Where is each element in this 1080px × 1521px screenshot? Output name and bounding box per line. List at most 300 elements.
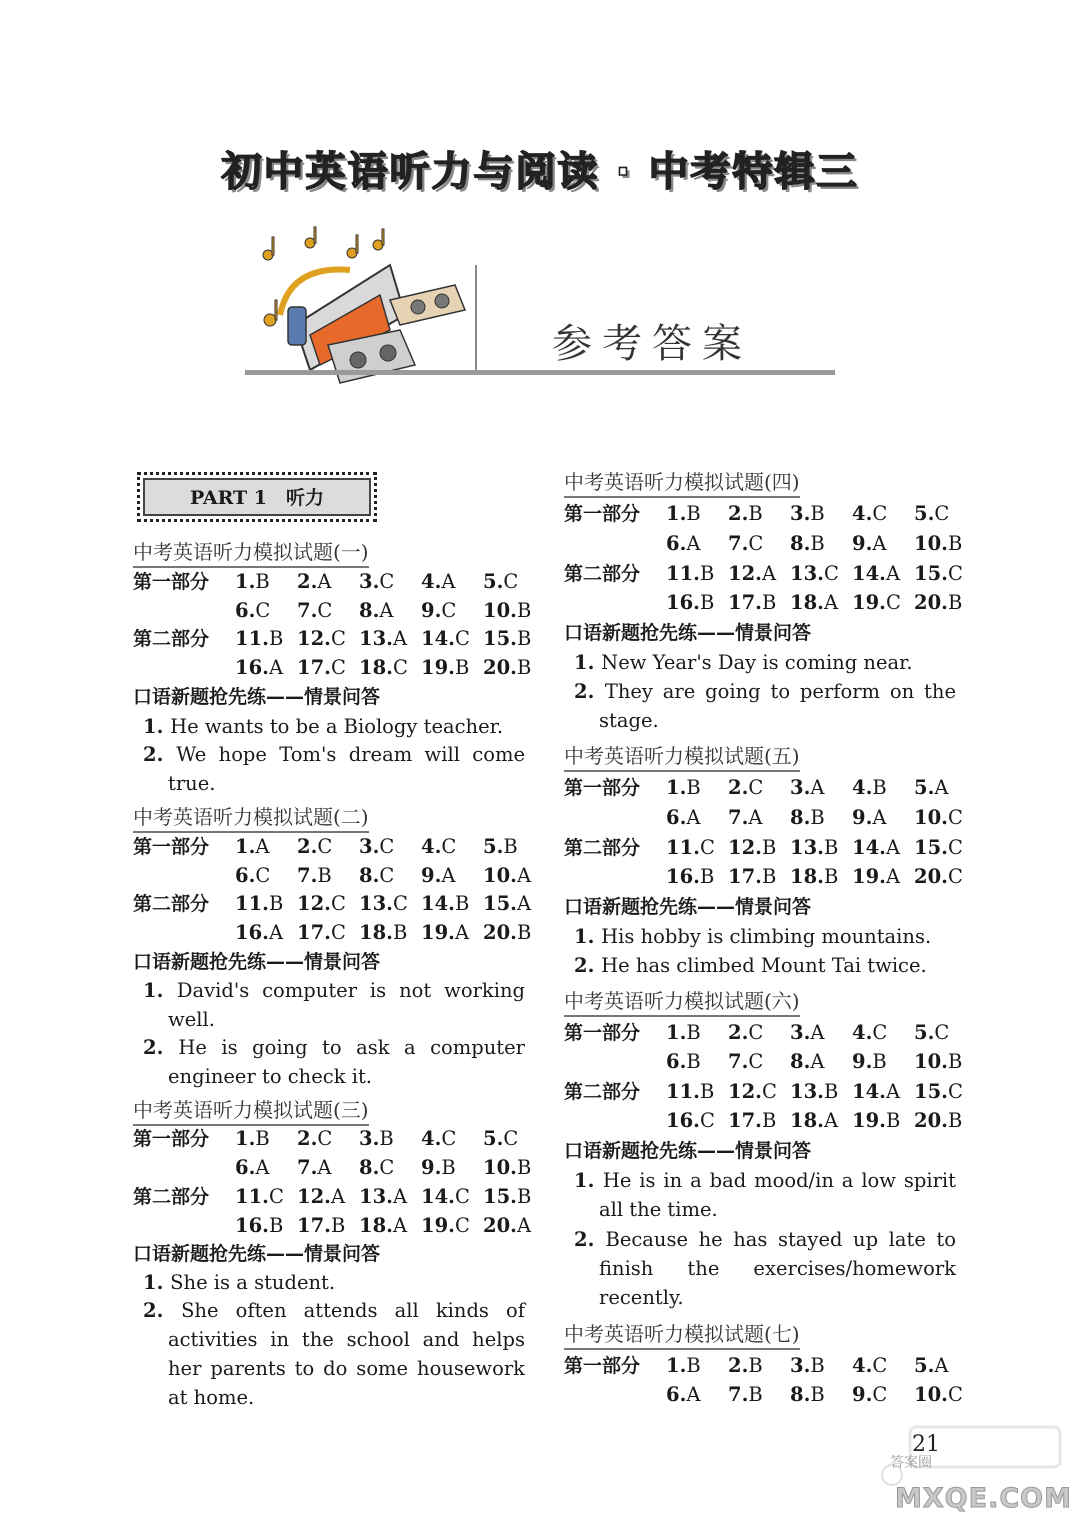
answer-item [790, 591, 852, 614]
question-number: 2. [297, 835, 318, 858]
answer-item [728, 502, 790, 525]
answer-item [359, 892, 421, 915]
answer-choice: B [810, 502, 825, 525]
answer-choice: C [317, 599, 333, 622]
answer-choice: A [317, 1156, 332, 1179]
oral-answer-number: 2. [143, 1036, 179, 1059]
question-number: 2. [728, 776, 749, 799]
question-number: 7. [297, 1156, 318, 1179]
answer-item [666, 806, 728, 829]
answer-choice: B [268, 627, 284, 650]
question-number: 7. [728, 1050, 749, 1073]
question-number: 11. [666, 836, 700, 859]
oral-answer [574, 1225, 956, 1312]
answer-item [666, 562, 728, 585]
answer-key-title: 参考答案 [552, 321, 752, 367]
answer-choice: C [454, 1214, 470, 1237]
question-number: 16. [235, 921, 269, 944]
question-number: 4. [421, 1127, 442, 1150]
answer-choice: A [823, 1109, 839, 1132]
question-number: 12. [297, 627, 331, 650]
answer-item [728, 1050, 790, 1073]
answer-choice: B [379, 1127, 394, 1150]
answer-item [914, 1109, 976, 1132]
answer-item [728, 806, 790, 829]
question-number: 16. [235, 656, 269, 679]
question-number: 3. [790, 776, 811, 799]
oral-answer [574, 1166, 956, 1224]
question-number: 13. [359, 892, 393, 915]
answer-item [483, 864, 545, 887]
answer-choice: A [268, 656, 284, 679]
answer-choice: B [823, 865, 839, 888]
answer-item [790, 1383, 852, 1406]
answer-row [564, 803, 976, 830]
answer-choice: A [934, 776, 949, 799]
answer-item [790, 562, 852, 585]
answer-choice: C [454, 627, 470, 650]
question-number: 5. [483, 1127, 504, 1150]
answer-choice: C [947, 806, 963, 829]
question-number: 1. [666, 1354, 687, 1377]
answer-item [790, 806, 852, 829]
answer-choice: B [748, 1383, 763, 1406]
answer-item [728, 1021, 790, 1044]
answer-choice: C [699, 836, 715, 859]
answer-choice: A [885, 562, 901, 585]
answer-choice: B [454, 892, 470, 915]
answer-item [235, 627, 297, 650]
answer-choice: B [268, 892, 284, 915]
question-number: 3. [359, 1127, 380, 1150]
oral-answer-number: 1. [143, 715, 171, 738]
answer-choice: B [503, 835, 518, 858]
question-number: 15. [483, 627, 517, 650]
section-label: 第二部分 [564, 1081, 641, 1103]
answer-item [914, 562, 976, 585]
answer-item [297, 599, 359, 622]
answer-row [133, 653, 545, 680]
answer-item [359, 1214, 421, 1237]
answer-choice: C [454, 1185, 470, 1208]
answer-choice: A [268, 921, 284, 944]
oral-answer-number: 1. [143, 979, 177, 1002]
answer-row [133, 861, 545, 888]
question-number: 12. [728, 836, 762, 859]
answer-choice: A [392, 627, 408, 650]
question-number: 16. [666, 865, 700, 888]
question-number: 2. [297, 1127, 318, 1150]
answer-choice: C [699, 1109, 715, 1132]
question-number: 19. [421, 1214, 455, 1237]
question-number: 19. [421, 921, 455, 944]
question-number: 3. [359, 835, 380, 858]
answer-item [914, 1080, 976, 1103]
oral-answer-text: She often attends all kinds of activities in the school and helps her parents to do some housework at home. [168, 1299, 525, 1409]
answer-item [852, 532, 914, 555]
answer-item [790, 1109, 852, 1132]
answer-choice: C [947, 1383, 963, 1406]
question-number: 17. [728, 865, 762, 888]
question-number: 14. [421, 892, 455, 915]
answer-item [852, 776, 914, 799]
answer-choice: B [699, 591, 715, 614]
answer-row [133, 567, 545, 594]
oral-answer-number: 1. [574, 925, 602, 948]
answer-item [852, 865, 914, 888]
answer-row [133, 1153, 545, 1180]
answer-choice: C [761, 1080, 777, 1103]
answer-choice: B [699, 865, 715, 888]
answer-choice: A [441, 570, 456, 593]
answer-choice: A [317, 570, 332, 593]
question-number: 17. [297, 656, 331, 679]
answer-item [914, 1354, 976, 1377]
answer-item [297, 921, 359, 944]
section-label: 第一部分 [133, 571, 210, 593]
answer-choice: A [379, 599, 394, 622]
answer-item [914, 1050, 976, 1073]
answer-item [852, 806, 914, 829]
test-title: 中考英语听力模拟试题(一) [133, 536, 369, 568]
answer-choice: B [761, 1109, 777, 1132]
question-number: 20. [914, 1109, 948, 1132]
question-number: 5. [914, 1021, 935, 1044]
answer-item [359, 1127, 421, 1150]
answer-item [728, 532, 790, 555]
answer-row [564, 1018, 976, 1045]
answer-row [564, 529, 976, 556]
answer-item [421, 892, 483, 915]
question-number: 17. [728, 591, 762, 614]
answer-item [235, 921, 297, 944]
question-number: 4. [852, 1021, 873, 1044]
answer-item [483, 627, 545, 650]
question-number: 13. [790, 1080, 824, 1103]
answer-choice: C [379, 835, 395, 858]
answer-item [852, 562, 914, 585]
question-number: 10. [914, 1383, 948, 1406]
question-number: 9. [421, 864, 442, 887]
answer-choice: A [761, 562, 777, 585]
answer-choice: C [934, 502, 950, 525]
question-number: 5. [914, 1354, 935, 1377]
question-number: 4. [852, 502, 873, 525]
question-number: 10. [914, 532, 948, 555]
banner-divider [475, 265, 477, 370]
answer-item [790, 532, 852, 555]
oral-answer-number: 1. [574, 1169, 603, 1192]
answer-item [852, 836, 914, 859]
section-label: 第二部分 [133, 628, 210, 650]
question-number: 15. [914, 562, 948, 585]
answer-item [483, 1127, 545, 1150]
answer-choice: B [686, 1050, 701, 1073]
answer-item [297, 570, 359, 593]
question-number: 7. [728, 1383, 749, 1406]
answer-choice: B [823, 1080, 839, 1103]
question-number: 20. [483, 921, 517, 944]
question-number: 5. [483, 835, 504, 858]
answer-item [359, 1185, 421, 1208]
answer-item [666, 1109, 728, 1132]
question-number: 17. [728, 1109, 762, 1132]
answer-choice: A [255, 835, 270, 858]
answer-item [914, 591, 976, 614]
part-badge [137, 472, 377, 522]
answer-choice: B [810, 806, 825, 829]
answer-choice: A [823, 591, 839, 614]
answer-item [421, 1185, 483, 1208]
answer-item [421, 599, 483, 622]
answer-item [235, 1127, 297, 1150]
watermark-caption: 答案圈 [890, 1455, 932, 1471]
question-number: 14. [421, 1185, 455, 1208]
answer-choice: A [516, 892, 532, 915]
oral-answer [143, 976, 525, 1034]
answer-item [790, 1050, 852, 1073]
answer-choice: B [255, 570, 270, 593]
answer-row [564, 559, 976, 586]
answer-choice: A [441, 864, 456, 887]
answer-choice: B [947, 591, 963, 614]
answer-item [235, 1185, 297, 1208]
oral-answer-number: 2. [143, 1299, 182, 1322]
answer-item [483, 570, 545, 593]
answer-choice: B [516, 599, 532, 622]
answer-row [564, 1106, 976, 1133]
answer-item [483, 921, 545, 944]
answer-item [914, 1021, 976, 1044]
answer-row [133, 596, 545, 623]
answer-item [297, 1185, 359, 1208]
question-number: 1. [666, 776, 687, 799]
answer-item [728, 1383, 790, 1406]
answer-choice: B [947, 1109, 963, 1132]
oral-answer-number: 1. [574, 651, 602, 674]
question-number: 10. [914, 1050, 948, 1073]
answer-item [914, 532, 976, 555]
oral-answer-text: We hope Tom's dream will come true. [168, 743, 525, 795]
answer-item [297, 1127, 359, 1150]
answer-choice: C [330, 921, 346, 944]
answer-item [297, 656, 359, 679]
answer-item [852, 1354, 914, 1377]
answer-choice: C [748, 776, 764, 799]
question-number: 6. [666, 1383, 687, 1406]
section-label: 第二部分 [564, 563, 641, 585]
question-number: 4. [421, 835, 442, 858]
answer-item [728, 865, 790, 888]
answer-item [421, 864, 483, 887]
question-number: 20. [483, 1214, 517, 1237]
answer-choice: B [810, 1354, 825, 1377]
answer-item [235, 864, 297, 887]
answer-choice: A [748, 806, 763, 829]
answer-row [564, 773, 976, 800]
answer-choice: C [441, 1127, 457, 1150]
answer-choice: B [947, 532, 963, 555]
answer-item [914, 776, 976, 799]
answer-choice: B [330, 1214, 346, 1237]
answer-item [914, 1383, 976, 1406]
oral-answer [574, 648, 956, 677]
section-label: 第一部分 [564, 777, 641, 799]
test-title: 中考英语听力模拟试题(二) [133, 801, 369, 833]
answer-item [666, 532, 728, 555]
question-number: 5. [914, 776, 935, 799]
answer-choice: B [810, 1383, 825, 1406]
answer-item [728, 591, 790, 614]
answer-item [483, 1156, 545, 1179]
question-number: 3. [359, 570, 380, 593]
question-number: 2. [297, 570, 318, 593]
question-number: 11. [666, 562, 700, 585]
oral-practice-heading: 口语新题抢先练——情景问答 [564, 1140, 812, 1162]
question-number: 12. [728, 1080, 762, 1103]
answer-item [359, 835, 421, 858]
question-number: 17. [297, 1214, 331, 1237]
answer-item [790, 1021, 852, 1044]
test-title: 中考英语听力模拟试题(四) [564, 466, 800, 498]
section-label: 第一部分 [564, 1355, 641, 1377]
section-label: 第一部分 [564, 503, 641, 525]
answer-choice: C [872, 502, 888, 525]
answer-choice: B [761, 591, 777, 614]
question-number: 2. [728, 1354, 749, 1377]
answer-item [359, 1156, 421, 1179]
oral-practice-heading: 口语新题抢先练——情景问答 [133, 686, 381, 708]
question-number: 2. [728, 1021, 749, 1044]
answer-item [666, 1383, 728, 1406]
answer-choice: B [823, 836, 839, 859]
answer-choice: C [441, 835, 457, 858]
answer-choice: A [885, 1080, 901, 1103]
answer-item [421, 1127, 483, 1150]
section-label: 第二部分 [133, 893, 210, 915]
oral-answer [143, 1296, 525, 1412]
answer-item [235, 1156, 297, 1179]
answer-item [359, 570, 421, 593]
answer-choice: A [686, 532, 701, 555]
section-label: 第一部分 [133, 836, 210, 858]
answer-choice: B [516, 1156, 532, 1179]
question-number: 4. [852, 776, 873, 799]
question-number: 10. [914, 806, 948, 829]
answer-choice: C [441, 599, 457, 622]
question-number: 18. [790, 1109, 824, 1132]
question-number: 14. [852, 836, 886, 859]
question-number: 8. [790, 1383, 811, 1406]
oral-practice-heading: 口语新题抢先练——情景问答 [564, 622, 812, 644]
question-number: 1. [666, 502, 687, 525]
answer-choice: B [872, 1050, 887, 1073]
answer-choice: C [947, 1080, 963, 1103]
answer-row [564, 1077, 976, 1104]
question-number: 18. [359, 656, 393, 679]
answer-choice: A [392, 1185, 408, 1208]
question-number: 8. [790, 532, 811, 555]
answer-item [421, 921, 483, 944]
answer-choice: B [699, 562, 715, 585]
answer-choice: B [268, 1214, 284, 1237]
answer-item [421, 656, 483, 679]
answer-item [852, 591, 914, 614]
answer-item [666, 1021, 728, 1044]
question-number: 15. [483, 892, 517, 915]
question-number: 1. [235, 570, 256, 593]
answer-choice: B [317, 864, 332, 887]
answer-item [483, 892, 545, 915]
question-number: 12. [297, 1185, 331, 1208]
oral-practice-heading: 口语新题抢先练——情景问答 [133, 1243, 381, 1265]
answer-choice: C [255, 599, 271, 622]
question-number: 14. [852, 1080, 886, 1103]
question-number: 13. [790, 836, 824, 859]
answer-item [914, 806, 976, 829]
answer-item [359, 921, 421, 944]
question-number: 14. [852, 562, 886, 585]
oral-answer-text: His hobby is climbing mountains. [601, 925, 932, 948]
oral-answer-text: New Year's Day is coming near. [601, 651, 913, 674]
oral-answer [143, 1268, 525, 1297]
answer-choice: A [872, 532, 887, 555]
answer-item [483, 1185, 545, 1208]
answer-choice: B [686, 776, 701, 799]
answer-choice: C [330, 892, 346, 915]
answer-choice: A [516, 864, 532, 887]
question-number: 12. [297, 892, 331, 915]
answer-item [666, 776, 728, 799]
answer-item [914, 502, 976, 525]
answer-choice: A [516, 1214, 532, 1237]
question-number: 8. [790, 1050, 811, 1073]
oral-answer-text: David's computer is not working well. [168, 979, 525, 1031]
answer-item [790, 1080, 852, 1103]
banner-underline [245, 370, 835, 375]
question-number: 7. [728, 806, 749, 829]
question-number: 19. [852, 591, 886, 614]
oral-practice-heading: 口语新题抢先练——情景问答 [133, 951, 381, 973]
answer-item [483, 656, 545, 679]
answer-choice: A [885, 836, 901, 859]
answer-item [235, 1214, 297, 1237]
answer-item [359, 627, 421, 650]
answer-item [235, 835, 297, 858]
question-number: 4. [421, 570, 442, 593]
answer-choice: B [872, 776, 887, 799]
answer-choice: A [255, 1156, 270, 1179]
answer-choice: A [885, 865, 901, 888]
answer-choice: C [872, 1383, 888, 1406]
answer-item [359, 864, 421, 887]
answer-item [666, 1354, 728, 1377]
answer-choice: B [392, 921, 408, 944]
answer-item [297, 835, 359, 858]
answer-choice: A [330, 1185, 346, 1208]
answer-choice: C [748, 1050, 764, 1073]
question-number: 7. [297, 864, 318, 887]
answer-item [421, 1214, 483, 1237]
answer-choice: C [330, 627, 346, 650]
question-number: 10. [483, 864, 517, 887]
answer-item [852, 1109, 914, 1132]
question-number: 20. [914, 591, 948, 614]
answer-item [852, 502, 914, 525]
answer-choice: A [872, 806, 887, 829]
answer-choice: B [686, 1354, 701, 1377]
question-number: 8. [790, 806, 811, 829]
